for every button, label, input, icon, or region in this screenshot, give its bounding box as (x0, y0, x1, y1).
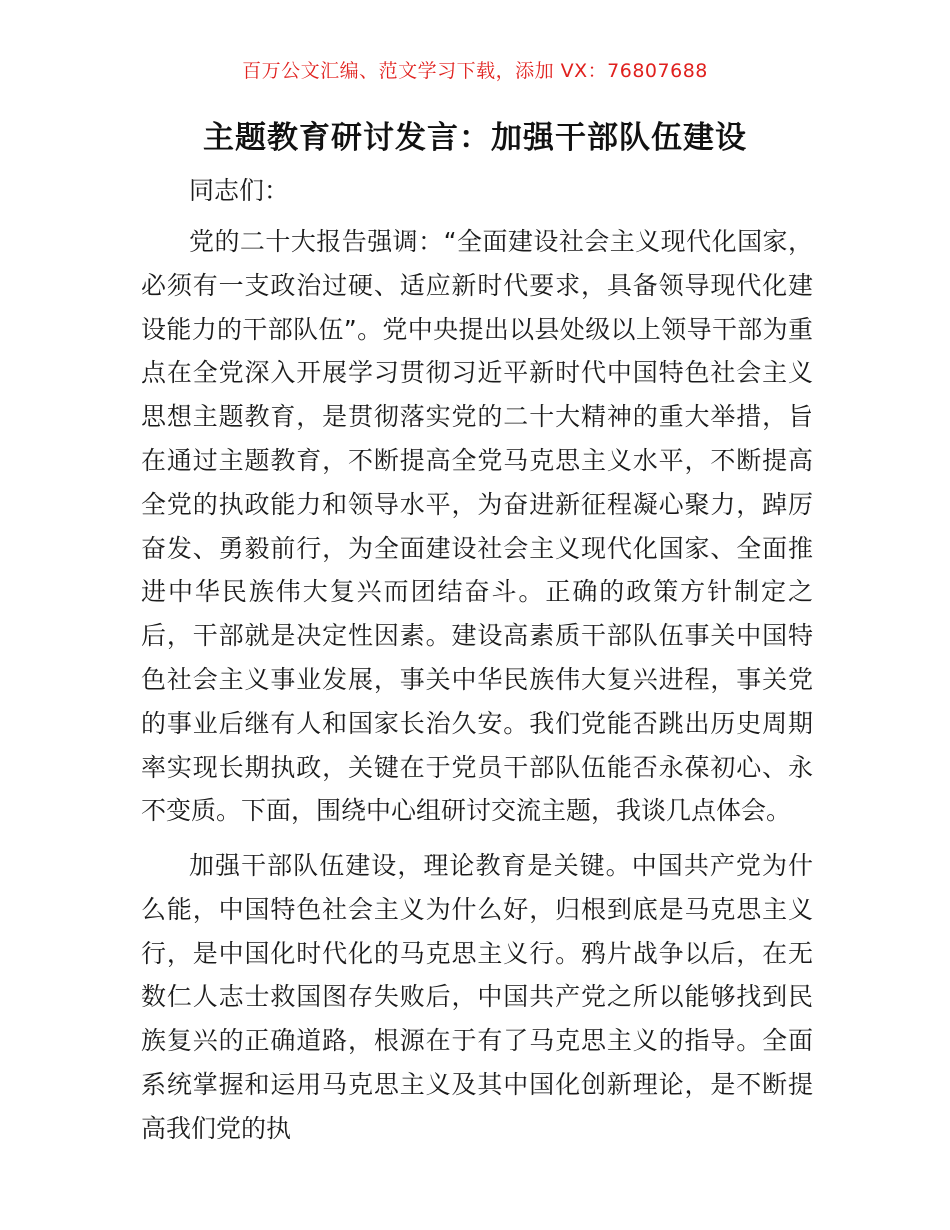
document-title: 主题教育研讨发言：加强干部队伍建设 (203, 120, 747, 156)
header-contact-note: 百万公文汇编、范文学习下载，添加 VX：76807688 (242, 60, 708, 82)
salutation: 同志们： (189, 176, 290, 205)
body-paragraph-1: 党的二十大报告强调：“全面建设社会主义现代化国家，必须有一支政治过硬、适应新时代要求，具备领导现代化建设能力的干部队伍”。党中央提出以县处级以上领导干部为重点在全党深入开展学习贯彻习近平新时代中国特色社会主义思想主题教育，是贯彻落实党的二十大精神的重大举措，旨在通过主题教育，不断提高全党马克思主义水平，不断提高全党的执政能力和领导水平，为奋进新征程凝心聚力，踔厉奋发、勇毅前行，为全面建设社会主义现代化国家、全面推进中华民族伟大复兴而团结奋斗。正确的政策方针制定之后，干部就是决定性因素。建设高素质干部队伍事关中国特色社会主义事业发展，事关中华民族伟大复兴进程，事关党的事业后继有人和国家长治久安。我们党能否跳出历史周期率实现长期执政，关键在于党员干部队伍能否永葆初心、永不变质。下面，围绕中心组研讨交流主题，我谈几点体会。 (141, 227, 813, 826)
body-paragraph-2: 加强干部队伍建设，理论教育是关键。中国共产党为什么能，中国特色社会主义为什么好，归根到底是马克思主义行，是中国化时代化的马克思主义行。鸦片战争以后，在无数仁人志士救国图存失败后，中国共产党之所以能够找到民族复兴的正确道路，根源在于有了马克思主义的指导。全面系统掌握和运用马克思主义及其中国化创新理论，是不断提高我们党的执 (141, 851, 813, 1143)
